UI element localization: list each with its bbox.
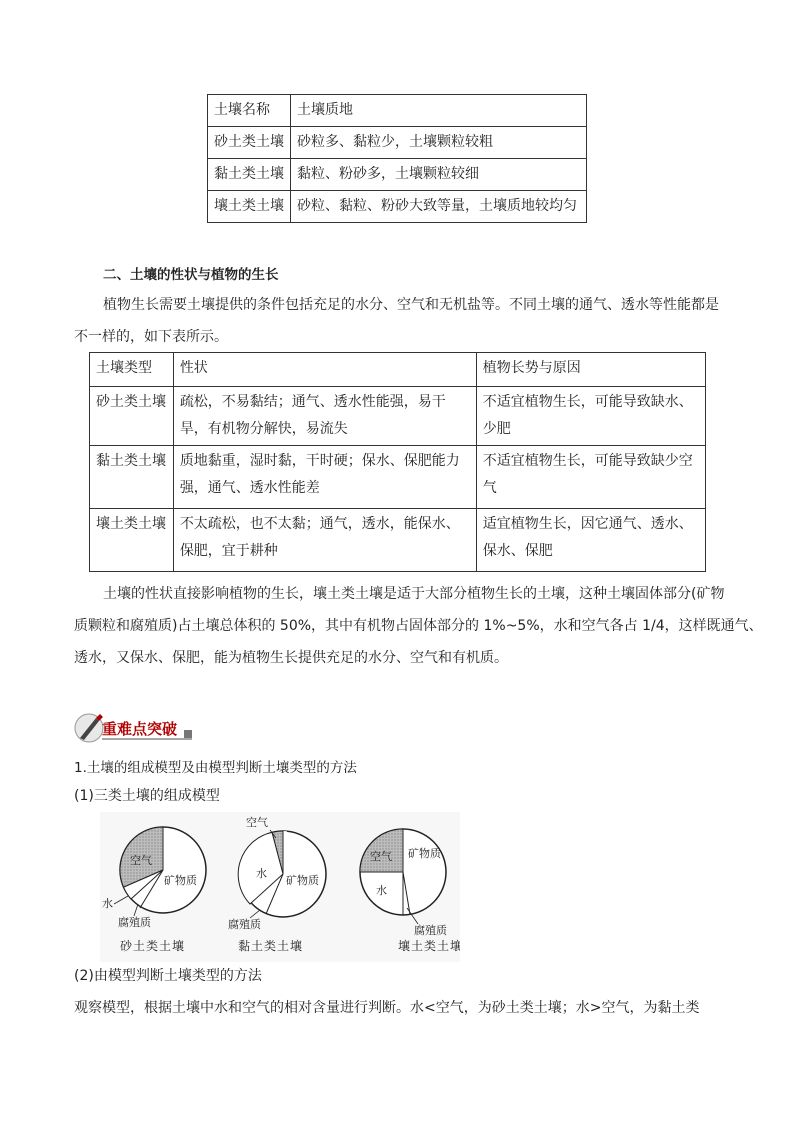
soil-texture-table bbox=[207, 94, 587, 223]
pie-label-humus: 腐殖质 bbox=[414, 924, 447, 937]
soil-properties-table bbox=[89, 352, 706, 572]
table-header-cell: 性状 bbox=[173, 353, 476, 387]
table-row bbox=[208, 191, 587, 223]
table-cell: 砂粒、黏粒、粉砂大致等量，土壤质地较均匀 bbox=[291, 191, 587, 223]
table-cell: 黏土类土壤 bbox=[208, 159, 291, 191]
paragraph-line: 植物生长需要土壤提供的条件包括充足的水分、空气和无机盐等。不同土壤的通气、透水等性能都是 bbox=[103, 297, 719, 313]
table-header-cell: 土壤质地 bbox=[291, 95, 587, 127]
soil-composition-figure bbox=[100, 812, 460, 962]
table-header-cell: 土壤名称 bbox=[208, 95, 291, 127]
sandy-soil-pie bbox=[102, 827, 206, 953]
section-heading: 二、土壤的性状与植物的生长 bbox=[103, 267, 279, 283]
pie-label-water: 水 bbox=[102, 897, 113, 910]
pie-label-humus: 腐殖质 bbox=[228, 918, 261, 931]
pie-label-air: 空气 bbox=[246, 816, 268, 829]
pie-caption: 黏土类土壤 bbox=[238, 939, 304, 953]
clay-soil-pie bbox=[228, 815, 326, 953]
pie-label-mineral: 矿物质 bbox=[164, 874, 197, 887]
loam-soil-pie bbox=[360, 829, 460, 953]
banner-label: 重难点突破 bbox=[102, 720, 178, 738]
paragraph-line: 观察模型，根据土壤中水和空气的相对含量进行判断。水<空气，为砂土类土壤；水>空气，为黏土类 bbox=[74, 1000, 700, 1016]
table-cell: 砂土类土壤 bbox=[90, 387, 174, 446]
point-title: 1.土壤的组成模型及由模型判断土壤类型的方法 bbox=[74, 760, 357, 776]
table-cell: 黏土类土壤 bbox=[90, 446, 174, 509]
paragraph-line: 土壤的性状直接影响植物的生长，壤土类土壤是适于大部分植物生长的土壤，这种土壤固体部分(矿物 bbox=[103, 586, 725, 602]
table-row bbox=[208, 159, 587, 191]
paragraph-line: 质颗粒和腐殖质)占土壤总体积的 50%，其中有机物占固体部分的 1%~5%，水和空气各占 1/4，这样既通气、 bbox=[74, 618, 763, 634]
table-row bbox=[90, 509, 706, 572]
table-cell: 砂土类土壤 bbox=[208, 127, 291, 159]
paragraph-line: 透水，又保水、保肥，能为植物生长提供充足的水分、空气和有机质。 bbox=[74, 650, 508, 666]
table-row bbox=[208, 127, 587, 159]
table-cell: 壤土类土壤 bbox=[90, 509, 174, 572]
table-cell: 黏粒、粉砂多，土壤颗粒较细 bbox=[291, 159, 587, 191]
pie-label-humus: 腐殖质 bbox=[118, 916, 151, 929]
subheading: (1)三类土壤的组成模型 bbox=[74, 788, 220, 804]
table-cell: 不太疏松，也不太黏；通气，透水，能保水、保肥，宜于耕种 bbox=[173, 509, 476, 572]
table-header-cell: 植物长势与原因 bbox=[476, 353, 705, 387]
pie-label-water: 水 bbox=[256, 867, 267, 880]
paragraph-line: 不一样的，如下表所示。 bbox=[74, 329, 228, 345]
table-cell: 质地黏重，湿时黏，干时硬；保水、保肥能力强，通气、透水性能差 bbox=[173, 446, 476, 509]
table-cell: 疏松，不易黏结；通气、透水性能强，易干旱，有机物分解快，易流失 bbox=[173, 387, 476, 446]
table-cell: 适宜植物生长，因它通气、透水、保水、保肥 bbox=[476, 509, 705, 572]
table-cell: 不适宜植物生长，可能导致缺水、少肥 bbox=[476, 387, 705, 446]
table-header-row bbox=[208, 95, 587, 127]
pie-caption: 壤土类土壤 bbox=[398, 939, 460, 953]
table-header-cell: 土壤类型 bbox=[90, 353, 174, 387]
table-row bbox=[90, 387, 706, 446]
subheading: (2)由模型判断土壤类型的方法 bbox=[74, 968, 262, 984]
pie-label-mineral: 矿物质 bbox=[286, 874, 319, 887]
pie-label-mineral: 矿物质 bbox=[408, 847, 441, 860]
table-header-row bbox=[90, 353, 706, 387]
table-cell: 壤土类土壤 bbox=[208, 191, 291, 223]
pie-caption: 砂土类土壤 bbox=[120, 939, 186, 953]
table-cell: 砂粒多、黏粒少，土壤颗粒较粗 bbox=[291, 127, 587, 159]
key-points-banner bbox=[74, 712, 194, 744]
table-cell: 不适宜植物生长，可能导致缺少空气 bbox=[476, 446, 705, 509]
pie-label-air: 空气 bbox=[130, 854, 152, 867]
pie-label-water: 水 bbox=[376, 884, 387, 897]
pie-label-air: 空气 bbox=[370, 850, 392, 863]
table-row bbox=[90, 446, 706, 509]
